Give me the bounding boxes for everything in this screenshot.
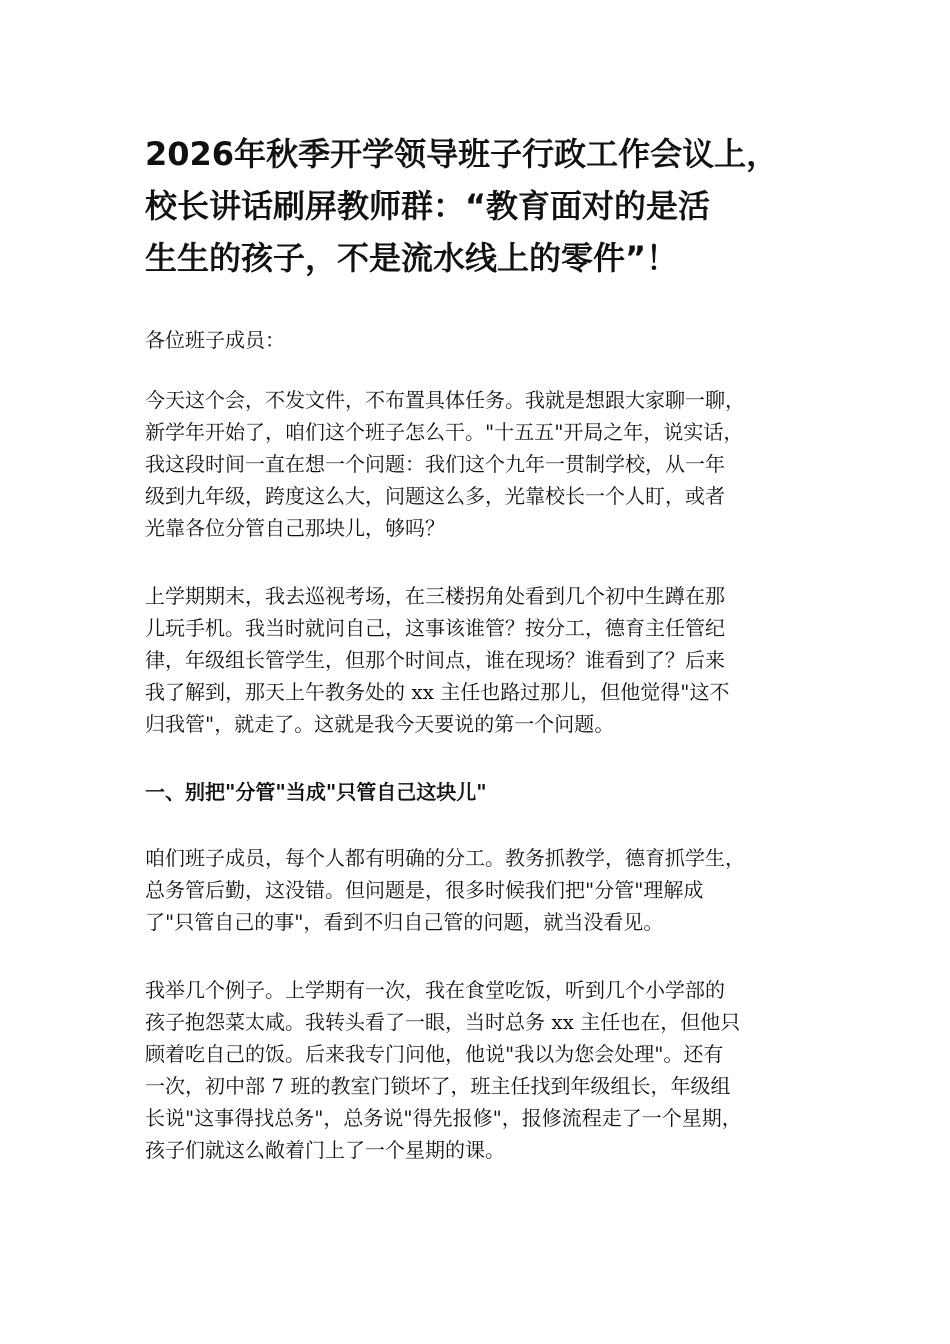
paragraph-line: 一次，初中部 7 班的教室门锁坏了，班主任找到年级组长，年级组	[145, 1074, 731, 1098]
paragraph-line: 孩子们就这么敞着门上了一个星期的课。	[145, 1138, 505, 1162]
paragraph-1	[145, 384, 805, 544]
paragraph-line: 总务管后勤，这没错。但问题是，很多时候我们把"分管"理解成	[145, 878, 704, 902]
greeting: 各位班子成员：	[145, 328, 285, 352]
paragraph-2	[145, 580, 805, 740]
paragraph-line: 孩子抱怨菜太咸。我转头看了一眼，当时总务 xx 主任也在，但他只	[145, 1010, 741, 1034]
paragraph-line: 顾着吃自己的饭。后来我专门问他，他说"我以为您会处理"。还有	[145, 1042, 724, 1066]
title-line: 校长讲话刷屏教师群：“教育面对的是活	[145, 187, 711, 225]
paragraph-3	[145, 842, 805, 938]
paragraph-line: 归我管"，就走了。这就是我今天要说的第一个问题。	[145, 712, 615, 736]
paragraph-line: 上学期期末，我去巡视考场，在三楼拐角处看到几个初中生蹲在那	[145, 584, 725, 608]
paragraph-line: 儿玩手机。我当时就问自己，这事该谁管？按分工，德育主任管纪	[145, 616, 725, 640]
paragraph-line: 我了解到，那天上午教务处的 xx 主任也路过那儿，但他觉得"这不	[145, 680, 730, 704]
document-title	[145, 128, 805, 284]
paragraph-line: 咱们班子成员，每个人都有明确的分工。教务抓教学，德育抓学生，	[145, 846, 745, 870]
paragraph-line: 律，年级组长管学生，但那个时间点，谁在现场？谁看到了？后来	[145, 648, 725, 672]
title-line: 2026年秋季开学领导班子行政工作会议上，	[145, 135, 779, 173]
paragraph-line: 今天这个会，不发文件，不布置具体任务。我就是想跟大家聊一聊，	[145, 388, 745, 412]
paragraph-4	[145, 974, 805, 1166]
paragraph-line: 我举几个例子。上学期有一次，我在食堂吃饭，听到几个小学部的	[145, 978, 725, 1002]
paragraph-line: 我这段时间一直在想一个问题：我们这个九年一贯制学校，从一年	[145, 452, 725, 476]
paragraph-line: 光靠各位分管自己那块儿，够吗？	[145, 516, 445, 540]
paragraph-line: 级到九年级，跨度这么大，问题这么多，光靠校长一个人盯，或者	[145, 484, 725, 508]
paragraph-line: 新学年开始了，咱们这个班子怎么干。"十五五"开局之年，说实话，	[145, 420, 744, 444]
paragraph-line: 长说"这事得找总务"，总务说"得先报修"，报修流程走了一个星期，	[145, 1106, 742, 1130]
title-line: 生生的孩子，不是流水线上的零件”！	[145, 239, 679, 277]
section-heading: 一、别把"分管"当成"只管自己这块儿"	[145, 780, 487, 804]
paragraph-line: 了"只管自己的事"，看到不归自己管的问题，就当没看见。	[145, 910, 664, 934]
